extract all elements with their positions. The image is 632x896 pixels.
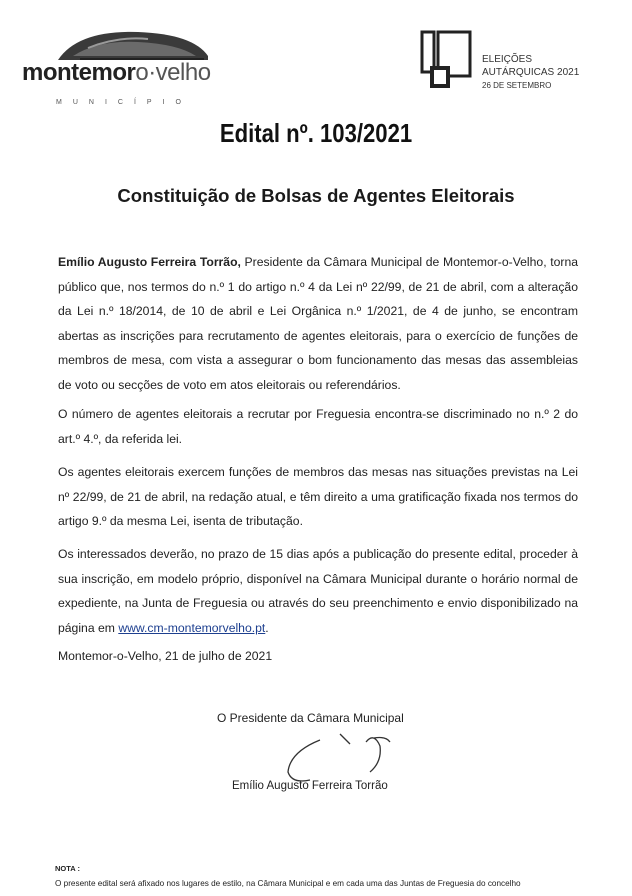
paragraph-intro xyxy=(58,250,578,397)
paragraph-registration-end: . xyxy=(265,620,269,635)
elections-line-3: 26 DE SETEMBRO xyxy=(482,81,552,90)
paragraph-number-agents: O número de agentes eleitorais a recrutar por Freguesia encontra-se discriminado no n.º 2 do art.º 4.º, da referida lei. xyxy=(58,407,578,446)
elections-logo xyxy=(418,30,618,100)
president-name-inline: Emílio Augusto Ferreira Torrão, xyxy=(58,255,241,269)
elections-line-2: AUTÁRQUICAS 2021 xyxy=(482,67,580,78)
paragraph-functions: Os agentes eleitorais exercem funções de membros das mesas nas situações previstas na Lei nº 22/99, de 21 de abril, na redação atual, e têm direito a uma gratificação fixada nos termos do artigo 9.º da mesma Lei, isenta de tributação. xyxy=(58,465,578,528)
president-title: O Presidente da Câmara Municipal xyxy=(217,711,404,725)
paragraph-registration xyxy=(58,542,578,640)
place-date: Montemor-o-Velho, 21 de julho de 2021 xyxy=(58,649,273,663)
paragraph-registration-text: Os interessados deverão, no prazo de 15 dias após a publicação do presente edital, proceder à sua inscrição, em modelo próprio, disponível na Câmara Municipal durante o horário normal de expediente, na Junta de Freguesia ou através do seu preenchimento e envio disponibilizado na página em xyxy=(58,547,578,635)
edital-title: Edital nº. 103/2021 xyxy=(219,118,413,148)
president-name-signature: Emílio Augusto Ferreira Torrão xyxy=(232,780,388,792)
wordmark-montemor: montemor xyxy=(22,59,136,86)
municipality-subtitle: MUNICÍPIO xyxy=(56,99,192,106)
wordmark-o-velho: o·velho xyxy=(135,59,211,86)
paragraph-intro-text: Presidente da Câmara Municipal de Montemor-o-Velho, torna público que, nos termos do n.º 1 do artigo n.º 4 da Lei nº 22/99, de 21 de abril, com a alteração da Lei n.º 18/2014, de 10 de abril e Lei Orgânica n.º 1/2021, de 4 de junho, se encontram abertas as inscrições para recrutamento de agentes eleitorais, para o exercício de funções de membros de mesa, com vista a assegurar o bom funcionamento das mesas das assembleias de voto ou secções de voto em atos eleitorais ou referendários. xyxy=(58,255,578,392)
note-text: O presente edital será afixado nos lugares de estilo, na Câmara Municipal e em cada uma das Juntas de Freguesia do concelho xyxy=(55,879,521,888)
note-label: NOTA : xyxy=(55,864,80,873)
subject-title: Constituição de Bolsas de Agentes Eleitorais xyxy=(117,185,515,206)
elections-emblem-icon xyxy=(420,30,476,92)
website-link[interactable]: www.cm-montemorvelho.pt xyxy=(118,620,266,635)
municipality-wordmark xyxy=(22,59,211,87)
municipality-logo xyxy=(18,26,218,106)
elections-line-1: ELEIÇÕES xyxy=(482,54,533,65)
